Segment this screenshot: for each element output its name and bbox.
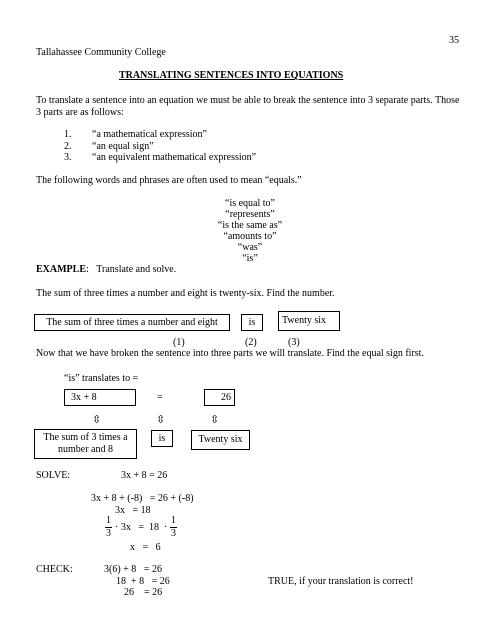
intro-paragraph: To translate a sentence into an equation we must be able to break the sentence into 3 separate parts. Those 3 parts are as follows: xyxy=(36,95,460,118)
is-translation-note: “is” translates to = xyxy=(64,373,139,384)
example-text: Translate and solve. xyxy=(96,264,177,275)
part-label-2: (2) xyxy=(245,337,257,348)
breakdown-box-value: Twenty six xyxy=(278,311,340,331)
fraction-denominator: 3 xyxy=(171,528,176,539)
parts-list-item: “an equal sign” xyxy=(92,141,154,152)
translation-box-is: is xyxy=(151,430,173,447)
up-down-arrow-icon: ⇳ xyxy=(92,413,102,426)
translation-equals-sign: = xyxy=(157,392,163,403)
solve-step-2: 3x = 18 xyxy=(115,505,151,516)
parts-list-item: “a mathematical expression” xyxy=(92,129,207,140)
solve-equation: 3x + 8 = 26 xyxy=(121,470,168,481)
equals-phrase: “represents” xyxy=(225,209,275,220)
parts-list-number: 2. xyxy=(64,141,72,152)
up-down-arrow-icon: ⇳ xyxy=(210,413,220,426)
parts-list-item: “an equivalent mathematical expression” xyxy=(92,152,257,163)
fraction-numerator: 1 xyxy=(171,515,176,526)
translate-instruction: Now that we have broken the sentence into three parts we will translate. Find the equal sign first. xyxy=(36,348,424,359)
translation-box-expression: 3x + 8 xyxy=(64,389,136,406)
example-line xyxy=(36,264,176,276)
equals-phrase: “is” xyxy=(242,253,258,264)
fraction-one-third-left xyxy=(105,516,112,539)
equals-phrase: “amounts to” xyxy=(223,231,277,242)
example-colon: : xyxy=(86,264,97,275)
example-label: EXAMPLE xyxy=(36,264,86,275)
parts-list-number: 3. xyxy=(64,152,72,163)
up-down-arrow-icon: ⇳ xyxy=(156,413,166,426)
solve-step-3: · 3x = 18 · xyxy=(115,522,168,533)
equals-phrase: “is the same as” xyxy=(217,220,283,231)
check-line-3: 26 = 26 xyxy=(124,587,163,598)
fraction-numerator: 1 xyxy=(106,515,111,526)
solve-step-4: x = 6 xyxy=(130,542,161,553)
check-note: TRUE, if your translation is correct! xyxy=(268,576,414,587)
fraction-denominator: 3 xyxy=(106,528,111,539)
page-number: 35 xyxy=(449,35,459,46)
solve-step-1: 3x + 8 + (-8) = 26 + (-8) xyxy=(91,493,194,504)
institution-name: Tallahassee Community College xyxy=(36,47,166,58)
translation-box-phrase: The sum of 3 times a number and 8 xyxy=(34,429,137,459)
equals-phrase: “was” xyxy=(237,242,263,253)
equals-intro: The following words and phrases are often used to mean “equals.” xyxy=(36,175,302,186)
check-line-1: 3(6) + 8 = 26 xyxy=(104,564,162,575)
page-title: TRANSLATING SENTENCES INTO EQUATIONS xyxy=(119,70,344,81)
breakdown-box-equals: is xyxy=(241,314,263,331)
solve-label: SOLVE: xyxy=(36,470,71,481)
translation-box-value: 26 xyxy=(204,389,235,406)
part-label-3: (3) xyxy=(288,337,300,348)
check-label: CHECK: xyxy=(36,564,73,575)
parts-list-number: 1. xyxy=(64,129,72,140)
equals-phrase: “is equal to” xyxy=(225,198,275,209)
translation-box-twenty-six: Twenty six xyxy=(191,430,250,450)
part-label-1: (1) xyxy=(173,337,185,348)
breakdown-box-expression: The sum of three times a number and eight xyxy=(34,314,230,331)
fraction-one-third-right xyxy=(170,516,177,539)
problem-statement: The sum of three times a number and eight is twenty-six. Find the number. xyxy=(36,288,335,299)
check-line-2: 18 + 8 = 26 xyxy=(116,576,170,587)
